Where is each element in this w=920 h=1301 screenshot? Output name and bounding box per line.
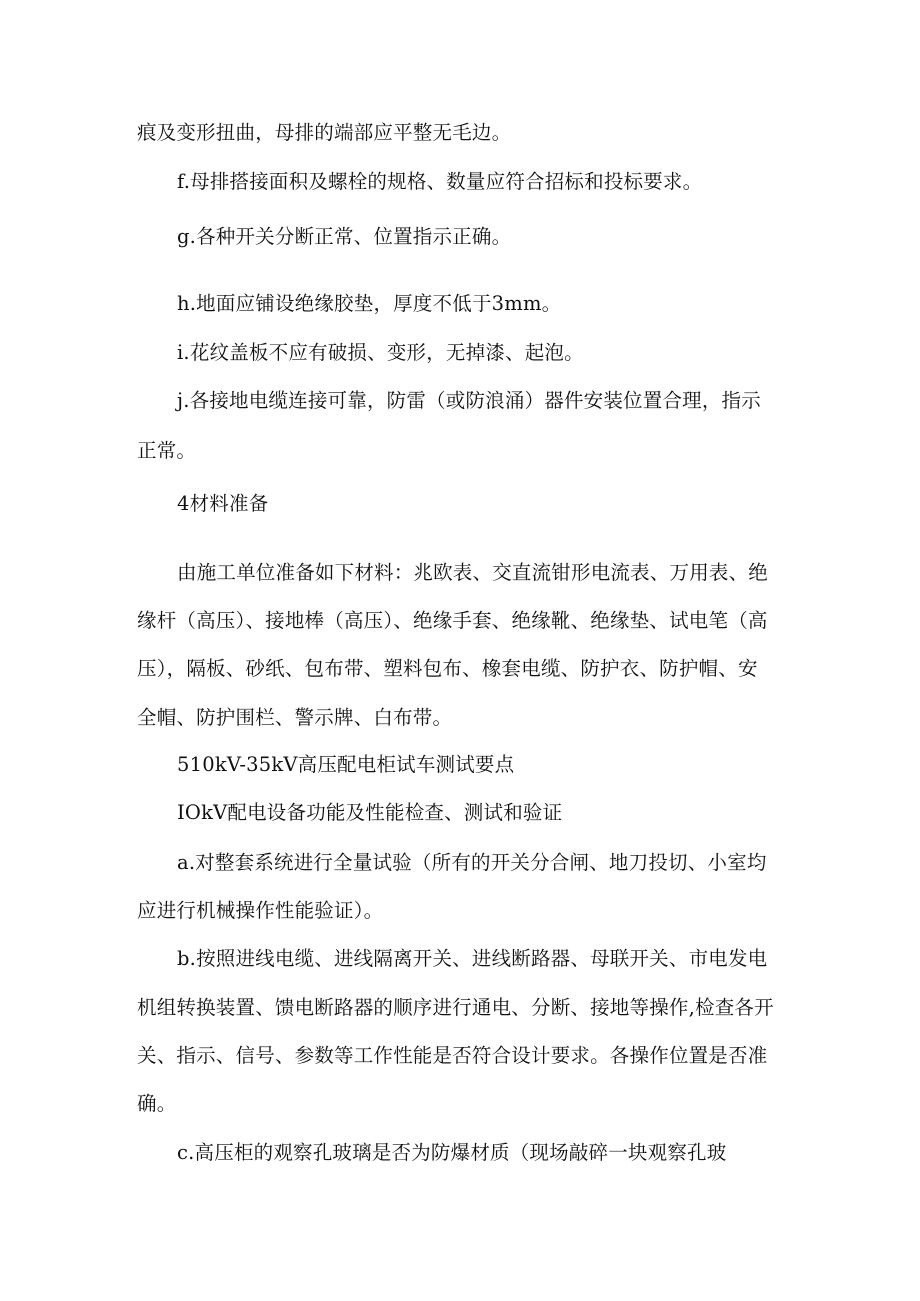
paragraph-line-1: 痕及变形扭曲，母排的端部应平整无毛边。 bbox=[137, 121, 512, 144]
item-h-line: h.地面应铺设绝缘胶垫，厚度不低于3mm。 bbox=[177, 292, 562, 315]
item-a-line-1: a.对整套系统进行全量试验（所有的开关分合闸、地刀投切、小室均 bbox=[177, 851, 767, 874]
item-a-line-2: 应进行机械操作性能验证）。 bbox=[137, 899, 384, 922]
item-b-line-4: 确。 bbox=[137, 1092, 177, 1115]
subsection-heading-verification: IOkV配电设备功能及性能检查、测试和验证 bbox=[177, 801, 563, 824]
item-j-line-2: 正常。 bbox=[137, 439, 197, 462]
item-f-line: f.母排搭接面积及螺栓的规格、数量应符合招标和投标要求。 bbox=[177, 170, 703, 193]
item-c-line-1: c.高压柜的观察孔玻璃是否为防爆材质（现场敲碎一块观察孔玻 bbox=[177, 1141, 727, 1164]
materials-line-1: 由施工单位准备如下材料：兆欧表、交直流钳形电流表、万用表、绝 bbox=[177, 561, 769, 584]
materials-line-4: 全帽、防护围栏、警示牌、白布带。 bbox=[137, 706, 453, 729]
item-j-line-1: j.各接地电缆连接可靠，防雷（或防浪涌）器件安装位置合理，指示 bbox=[177, 389, 761, 412]
section-heading-materials: 4材料准备 bbox=[177, 492, 269, 515]
item-g-line: g.各种开关分断正常、位置指示正确。 bbox=[177, 225, 512, 248]
item-i-line: i.花纹盖板不应有破损、变形，无掉漆、起泡。 bbox=[177, 341, 584, 364]
section-heading-test-points: 510kV-35kV高压配电柜试车测试要点 bbox=[177, 753, 515, 776]
item-b-line-1: b.按照进线电缆、进线隔离开关、进线断路器、母联开关、市电发电 bbox=[177, 947, 768, 970]
item-b-line-2: 机组转换装置、馈电断路器的顺序进行通电、分断、接地等操作,检查各开 bbox=[137, 996, 774, 1019]
materials-line-2: 缘杆（高压）、接地棒（高压）、绝缘手套、绝缘靴、绝缘垫、试电笔（高 bbox=[137, 609, 768, 632]
item-b-line-3: 关、指示、信号、参数等工作性能是否符合设计要求。各操作位置是否准 bbox=[137, 1044, 768, 1067]
materials-line-3: 压），隔板、砂纸、包布带、塑料包布、橡套电缆、防护衣、防护帽、安 bbox=[137, 657, 758, 680]
